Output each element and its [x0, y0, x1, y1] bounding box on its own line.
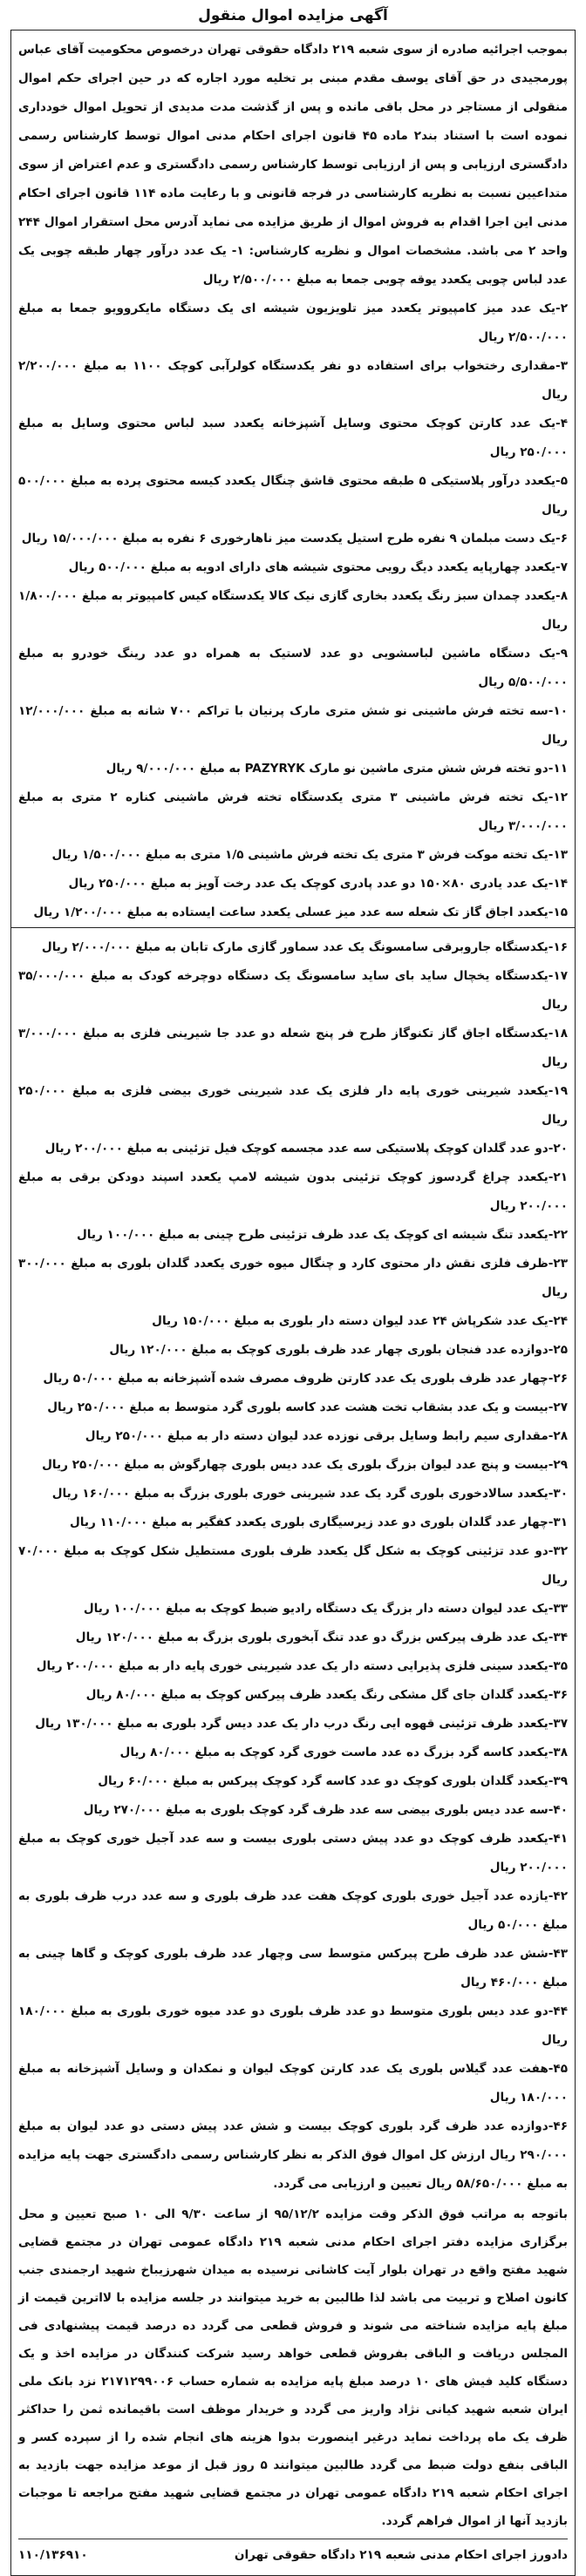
list-item: ۱۸-یکدستگاه اجاق گاز تکنوگاز طرح فر پنج شعله دو عدد جا شیرینی فلزی به مبلغ ۳/۰۰۰/۰۰۰ ریال	[18, 1027, 568, 1069]
list-item: ۱۴-یک عدد یادری ۸۰×۱۵۰ دو عدد پادری کوچک یک عدد رخت آویز به مبلغ ۲۵۰/۰۰۰ ریال	[68, 877, 568, 891]
list-item: ۳۰-یکعدد سالادخوری بلوری گرد یک عدد شیرینی خوری بلوری بزرگ به مبلغ ۱۶۰/۰۰۰ ریال	[51, 1487, 568, 1501]
list-item: ۲۵-دوازده عدد فنجان بلوری چهار عدد ظرف بلوری کوچک به مبلغ ۱۲۰/۰۰۰ ریال	[109, 1343, 568, 1357]
list-item: ۲۳-ظرف فلزی نقش دار محتوی کارد و چنگال میوه خوری یکعدد گلدان بلوری به مبلغ ۳۰۰/۰۰۰ ریال	[18, 1257, 568, 1299]
list-item: ۳۶-یکعدد گلدان جای گل مشکی رنگ یکعدد ظرف پیرکس کوچک به مبلغ ۸۰/۰۰۰ ریال	[85, 1688, 568, 1702]
list-item: ۱۳-یک تخته موکت فرش ۳ متری یک تخته فرش ماشینی ۱/۵ متری به مبلغ ۱/۵۰۰/۰۰۰ ریال	[51, 848, 568, 862]
signature-text: دادورز اجرای احکام مدنی شعبه ۲۱۹ دادگاه حقوقی تهران	[234, 2548, 568, 2562]
list-item: ۴۲-یازده عدد آجیل خوری بلوری کوچک هفت عدد ظرف بلوری و سه عدد درب ظرف بلوری به مبلغ ۵۰/۰۰۰ ریال	[18, 1889, 568, 1932]
list-item: ۳۹-یکعدد گلدان بلوری کوچک دو عدد کاسه گرد کوچک پیرکس به مبلغ ۶۰/۰۰۰ ریال	[98, 1774, 568, 1788]
list-item: ۶-یک دست مبلمان ۹ نفره طرح استیل یکدست میز ناهارخوری ۶ نفره به مبلغ ۱۵/۰۰۰/۰۰۰ ریال	[21, 532, 568, 546]
list-item: ۴۱-یکعدد ظرف کوچک دو عدد پیش دستی بلوری بیست و سه عدد آجیل خوری کوچک به مبلغ ۲۰۰/۰۰۰ ریال	[18, 1832, 568, 1874]
notice-signature	[18, 2539, 568, 2570]
list-item: ۳۱-چهار عدد گلدان بلوری دو عدد زیرسیگاری بلوری یکعدد کفگیر به مبلغ ۱۱۰/۰۰۰ ریال	[69, 1515, 568, 1529]
list-item: ۳۷-یکعدد ظرف تزئینی قهوه ایی رنگ درب دار یک عدد دیس گرد بلوری به مبلغ ۱۳۰/۰۰۰ ریال	[35, 1717, 568, 1731]
items-list-top	[18, 295, 568, 927]
list-item: ۱۹-یکعدد شیرینی خوری پایه دار فلزی یک عدد شیرینی خوری بیضی فلزی به مبلغ ۲۵۰/۰۰۰ ریال	[18, 1084, 568, 1127]
list-item: ۲۹-بیست و پنج عدد لیوان بزرگ بلوری یک عدد دیس بلوری چهارگوش به مبلغ ۲۵۰/۰۰۰ ریال	[42, 1458, 568, 1472]
list-item: ۲۰-دو عدد گلدان کوچک پلاستیکی سه عدد مجسمه کوچک فیل تزئینی به مبلغ ۲۰۰/۰۰۰ ریال	[44, 1142, 568, 1156]
list-item: ۴۵-هفت عدد گیلاس بلوری یک عدد کارتن کوچک لیوان و نمکدان و وسایل آشپزخانه به مبلغ ۱۸۰/۰۰۰ ریال	[18, 2062, 568, 2105]
list-item: ۳۸-یکعدد کاسه گرد بزرگ ده عدد ماست خوری گرد کوچک به مبلغ ۸۰/۰۰۰ ریال	[119, 1746, 568, 1759]
list-item: ۴۴-دو عدد دیس بلوری متوسط دو عدد ظرف بلوری دو عدد میوه خوری بلوری به مبلغ ۱۸۰/۰۰۰ ریال	[18, 2004, 568, 2047]
items-list-bottom	[18, 933, 568, 2199]
notice-closing-paragraph: باتوجه به مراتب فوق الذکر وقت مزایده ۹۵/۱۲/۲ از ساعت ۹/۳۰ الی ۱۰ صبح تعیین و محل برگزاری مزایده دفتر اجرای احکام مدنی شعبه ۲۱۹ دادگاه عمومی تهران در مجتمع قضایی شهید مفتح واقع در تهران بلوار آیت کاشانی نرسیده به میدان شهرزیباخ شهید ارجمندی جنب کانون اصلاح و تربیت می باشد لذا طالبین به خرید میتوانند در جلسه مزایده با لااترین قیمت از مبلغ پایه مزایده شناخته می شوند و فروش قطعی می گردد ده درصد قیمت پیشنهادی فی المجلس دریافت و الباقی بفروش قطعی خواهد رسید شرکت کنندگان در مزایده اخذ و یک دستگاه کلید فیش های ۱۰ درصد مبلغ پایه مزایده به شماره حساب ۲۱۷۱۲۹۹۰۰۶ نزد بانک ملی ایران شعبه شهید کیانی نژاد واریز می گردد و خریدار موظف است باقیمانده ثمن را حداکثر ظرف یک ماه پرداخت نماید درغیر اینصورت بدوا هزینه های انجام شده را از سپرده کسر و الباقی بنفع دولت ضبط می گردد طالبین میتوانند ۵ روز قبل از موعد مزایده جهت بازدید به اجرای احکام شعبه ۲۱۹ دادگاه عمومی تهران در مجتمع قضایی شهید مفتح مراجعه تا موجبات بازدید آنها از اموال فراهم گردد.	[18, 2207, 569, 2528]
list-item: ۲-یک عدد میز کامپیوتر یکعدد میز تلویزیون شیشه ای یک دستگاه مایکروویو جمعا به مبلغ ۲/۵۰۰/۰۰۰ ریال	[18, 302, 568, 344]
list-item: ۸-یکعدد چمدان سبز رنگ یکعدد بخاری گازی نیک کالا یکدستگاه کیس کامپیوتر به مبلغ ۱/۸۰۰/۰۰۰ ریال	[18, 589, 568, 632]
signature-code: ۱۱۰/۱۳۶۹۱۰	[18, 2548, 88, 2562]
list-item: ۲۶-چهار عدد ظرف بلوری یک عدد کارتن ظروف مصرف شده آشپزخانه به مبلغ ۵۰/۰۰۰ ریال	[43, 1372, 568, 1386]
list-item: ۱۵-یکعدد اجاق گاز تک شعله سه عدد میز عسلی یکعدد ساعت ایستاده به مبلغ ۱/۲۰۰/۰۰۰ ریال	[33, 905, 568, 919]
list-item: ۱۱-دو تخته فرش شش متری ماشین نو مارک PAZYRYK به مبلغ ۹/۰۰۰/۰۰۰ ریال	[106, 762, 568, 776]
notice-bottom-column	[10, 927, 576, 2576]
list-item: ۲۲-یکعدد تنگ شیشه ای کوچک یک عدد ظرف تزئینی طرح چینی به مبلغ ۱۰۰/۰۰۰ ریال	[77, 1228, 568, 1242]
list-item: ۴۶-دوازده عدد ظرف گرد بلوری کوچک بیست و شش عدد پیش دستی دو عدد لیوان به مبلغ ۲۹۰/۰۰۰ ریال ارزش کل اموال فوق الذکر به نظر کارشناس رسمی دادگستری جهت پایه مزایده به مبلغ ۵۸/۶۵۰/۰۰۰ ریال تعیین و ارزیابی می گردد.	[18, 2119, 568, 2191]
list-item: ۴-یک عدد کارتن کوچک محتوی وسایل آشپزخانه یکعدد سبد لباس محتوی وسایل به مبلغ ۲۵۰/۰۰۰ ریال	[18, 417, 568, 459]
list-item: ۱۶-یکدستگاه جاروبرقی سامسونگ یک عدد سماور گازی مارک تابان به مبلغ ۲/۰۰۰/۰۰۰ ریال	[41, 940, 568, 954]
list-item: ۴۳-شش عدد ظرف طرح پیرکس متوسط سی وچهار عدد ظرف بلوری کوچک و گاها چینی به مبلغ ۴۶۰/۰۰۰ ریال	[18, 1947, 568, 1990]
list-item: ۳۴-یک عدد ظرف پیرکس بزرگ دو عدد تنگ آبخوری بلوری بزرگ به مبلغ ۱۲۰/۰۰۰ ریال	[75, 1630, 568, 1644]
list-item: ۲۸-مقداری سیم رابط وسایل برقی نوزده عدد لیوان دسته دار به مبلغ ۲۵۰/۰۰۰ ریال	[85, 1429, 568, 1443]
list-item: ۱۲-یک تخته فرش ماشینی ۳ متری یکدستگاه تخته فرش ماشینی کناره ۲ متری به مبلغ ۳/۰۰۰/۰۰۰ ریال	[18, 790, 568, 833]
list-item: ۹-یک دستگاه ماشین لباسشویی دو عدد لاستیک به همراه دو عدد رینگ خودرو به مبلغ ۵/۵۰۰/۰۰۰ ریال	[18, 647, 568, 689]
list-item: ۱۷-یکدستگاه یخچال ساید بای ساید سامسونگ یک دستگاه دوچرخه کودک به مبلغ ۳۵/۰۰۰/۰۰۰ ریال	[18, 969, 568, 1012]
list-item: ۳۵-یکعدد سینی فلزی پذیرایی دسته دار یک عدد شیرینی خوری پایه دار به مبلغ ۲۰۰/۰۰۰ ریال	[36, 1659, 568, 1673]
notice-title: آگهی مزایده اموال منقول	[198, 7, 388, 24]
list-item: ۳۲-دو عدد تزئینی کوچک به شکل گل یکعدد ظرف بلوری مستطیل شکل کوچک به مبلغ ۷۰/۰۰۰ ریال	[18, 1544, 568, 1587]
list-item: ۲۷-بیست و یک عدد بشقاب تخت هشت عدد کاسه بلوری گرد متوسط به مبلغ ۲۵۰/۰۰۰ ریال	[47, 1400, 568, 1414]
list-item: ۱۰-سه تخته فرش ماشینی نو شش متری مارک پرنیان با تراکم ۷۰۰ شانه به مبلغ ۱۲/۰۰۰/۰۰۰ ریال	[18, 704, 568, 747]
list-item: ۷-یکعدد چهارپایه یکعدد دیگ رویی محتوی شیشه های دارای ادویه به مبلغ ۵۰۰/۰۰۰ ریال	[68, 560, 568, 574]
list-item: ۲۱-یکعدد چراغ گردسوز کوچک تزئینی بدون شیشه لامپ یکعدد اسپند دودکن برقی به مبلغ ۲۰۰/۰۰۰ ریال	[18, 1170, 568, 1213]
list-item: ۵-یکعدد درآور پلاستیکی ۵ طبقه محتوی قاشق چنگال یکعدد کیسه محتوی پرده به مبلغ ۵۰۰/۰۰۰ ریال	[18, 474, 568, 517]
list-item: ۳-مقداری رختخواب برای استفاده دو نفر یکدستگاه کولرآبی کوچک ۱۱۰۰ به مبلغ ۲/۲۰۰/۰۰۰ ریال	[18, 359, 568, 402]
notice-top-column	[10, 30, 576, 927]
list-item: ۳۳-یک عدد لیوان دسته دار بزرگ یک دستگاه رادیو ضبط کوچک به مبلغ ۱۰۰/۰۰۰ ریال	[83, 1602, 568, 1616]
list-item: ۴۰-سه عدد دیس بلوری بیضی سه عدد ظرف گرد کوچک بلوری به مبلغ ۲۷۰/۰۰۰ ریال	[83, 1803, 568, 1817]
notice-intro: بموجب اجرائیه صادره از سوی شعبه ۲۱۹ دادگاه حقوقی تهران درخصوص محکومیت آقای عباس پورمجیدی در حق آقای یوسف مقدم مبنی بر تخلیه مورد اجاره که در حین اجرای حکم اموال منقولی از مستاجر در محل باقی مانده و پس از گذشت مدت مدیدی از تحویل اموال خودداری نموده است با استناد بند۲ ماده ۴۵ قانون اجرای احکام مدنی اموال توسط کارشناس رسمی دادگستری ارزیابی و پس از ارزیابی توسط کارشناس رسمی دادگستری و عدم اعتراض از سوی متداعیین نسبت به نظریه کارشناسی در فرجه قانونی و با رعایت ماده ۱۱۴ قانون اجرای احکام مدنی این اجرا اقدام به فروش اموال از طریق مزایده می نماید آدرس محل استقرار اموال ۲۴۴ واحد ۲ می باشد. مشخصات اموال و نظریه کارشناس: ۱- یک عدد درآور چهار طبقه چوبی یک عدد لباس چوبی یکعدد یوقه چوبی جمعا به مبلغ ۲/۵۰۰/۰۰۰ ریال	[18, 43, 568, 287]
list-item: ۲۴-یک عدد شکرپاش ۲۴ عدد لیوان دسته دار بلوری به مبلغ ۱۵۰/۰۰۰ ریال	[152, 1314, 568, 1328]
